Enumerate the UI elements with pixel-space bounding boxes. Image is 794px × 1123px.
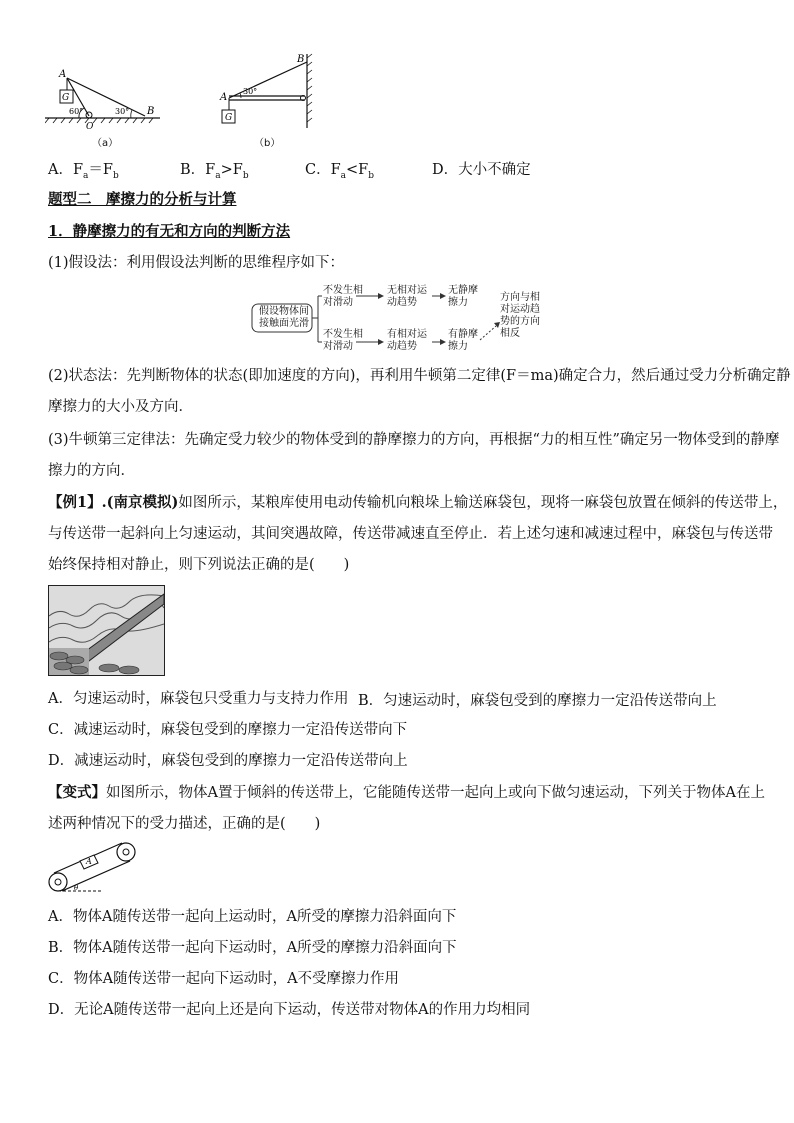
variant-line1: 【变式】如图所示，物体A置于倾斜的传送带上，它能随传送带一起向上或向下做匀速运动，下列关于物体A在上 bbox=[48, 784, 765, 801]
example1-line2: 与传送带一起斜向上匀速运动，其间突遇故障，传送带减速直至停止．若上述匀速和减速过程中，麻袋包与传送带 bbox=[48, 526, 773, 542]
subsection-title: 1．静摩擦力的有无和方向的判断方法 bbox=[48, 223, 291, 240]
prev-option-a: A．$F_a=F_b$ bbox=[48, 162, 119, 181]
prev-option-d: D．大小不确定 bbox=[432, 162, 531, 178]
figure-a bbox=[45, 62, 165, 132]
flow-bottom-2: 有相对运 动趋势 bbox=[387, 329, 427, 352]
section-title: 题型二 摩擦力的分析与计算 bbox=[48, 191, 237, 208]
flow-bottom-3: 有静摩 擦力 bbox=[448, 329, 478, 352]
label-G-b: G bbox=[225, 113, 233, 123]
variant-line2: 述两种情况下的受力描述，正确的是( ) bbox=[48, 816, 321, 832]
example1-optB: B．匀速运动时，麻袋包受到的摩擦力一定沿传送带向上 bbox=[358, 693, 717, 709]
label-A-b: A bbox=[220, 92, 228, 103]
label-B-b: B bbox=[297, 54, 305, 65]
incline-conveyor-figure bbox=[44, 838, 144, 896]
caption-b: （b） bbox=[254, 138, 281, 149]
method2-line1: (2)状态法：先判断物体的状态(即加速度的方向)，再利用牛顿第二定律(F＝ma)确定合力，然后通过受力分析确定静 bbox=[48, 368, 791, 384]
variant-optC: C．物体A随传送带一起向下运动时，A不受摩擦力作用 bbox=[48, 971, 400, 987]
label-30: 30° bbox=[115, 107, 130, 116]
variant-optD: D．无论A随传送带一起向上还是向下运动，传送带对物体A的作用力均相同 bbox=[48, 1002, 531, 1018]
label-A: A bbox=[59, 69, 67, 80]
variant-optB: B．物体A随传送带一起向下运动时，A所受的摩擦力沿斜面向下 bbox=[48, 940, 457, 956]
variant-optA: A．物体A随传送带一起向上运动时，A所受的摩擦力沿斜面向下 bbox=[48, 909, 457, 925]
prev-option-b: B．$F_a>F_b$ bbox=[180, 162, 249, 181]
method1: (1)假设法：利用假设法判断的思维程序如下： bbox=[48, 255, 345, 271]
example1-optD: D．减速运动时，麻袋包受到的摩擦力一定沿传送带向上 bbox=[48, 753, 408, 769]
flow-top-3: 无静摩 擦力 bbox=[448, 285, 478, 308]
label-G: G bbox=[62, 93, 70, 103]
example1-optA: A．匀速运动时，麻袋包只受重力与支持力作用 bbox=[48, 691, 349, 707]
flow-top-1: 不发生相 对滑动 bbox=[323, 285, 363, 308]
example1-line3: 始终保持相对静止，则下列说法正确的是( ) bbox=[48, 557, 350, 573]
label-theta: θ bbox=[74, 884, 79, 892]
label-B: B bbox=[147, 106, 155, 117]
caption-a: （a） bbox=[92, 138, 119, 149]
label-60: 60° bbox=[69, 107, 84, 116]
flow-bottom-1: 不发生相 对滑动 bbox=[323, 329, 363, 352]
label-O: O bbox=[86, 122, 94, 132]
label-30-b: 30° bbox=[243, 87, 258, 96]
flow-top-2: 无相对运 动趋势 bbox=[387, 285, 427, 308]
figure-b bbox=[215, 52, 320, 130]
example1-line1: 【例1】.(南京模拟)如图所示，某粮库使用电动传输机向粮垛上输送麻袋包，现将一麻袋包放置在倾斜的传送带上， bbox=[48, 494, 788, 511]
flow-start: 假设物体间 接触面光滑 bbox=[259, 306, 309, 329]
method3-line1: (3)牛顿第三定律法：先确定受力较少的物体受到的静摩擦力的方向，再根据“力的相互性”确定另一物体受到的静摩 bbox=[48, 432, 780, 448]
label-A-variant: A bbox=[86, 857, 92, 866]
example1-optC: C．减速运动时，麻袋包受到的摩擦力一定沿传送带向下 bbox=[48, 722, 408, 738]
conveyor-photo bbox=[48, 585, 165, 676]
method3-line2: 擦力的方向． bbox=[48, 463, 135, 479]
prev-option-c: C．$F_a<F_b$ bbox=[305, 162, 375, 181]
flow-end: 方向与相 对运动趋 势的方向 相反 bbox=[500, 292, 540, 339]
method2-line2: 摩擦力的大小及方向． bbox=[48, 399, 193, 415]
